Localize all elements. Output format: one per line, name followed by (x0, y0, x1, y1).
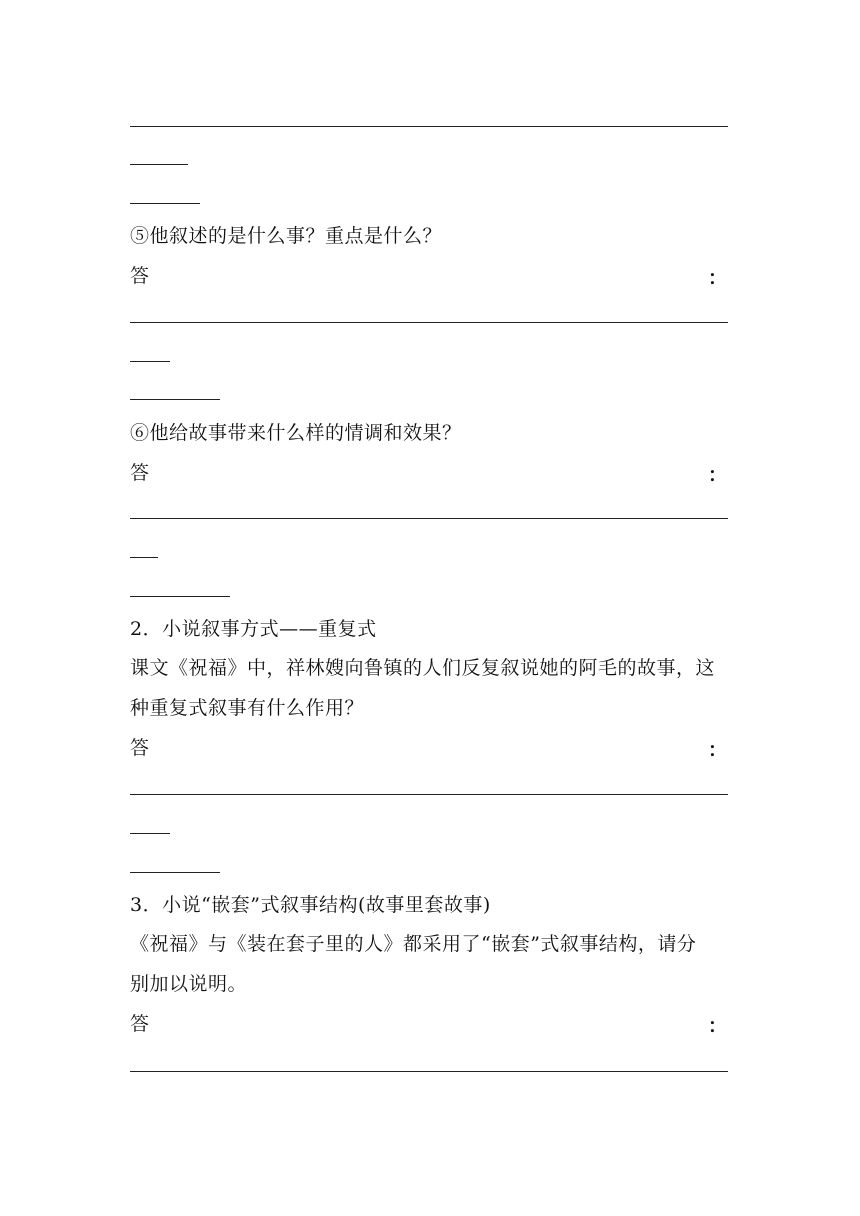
answer-line-short[interactable] (130, 361, 170, 362)
answer-label: 答 (130, 737, 150, 759)
answer-line[interactable] (130, 322, 728, 323)
question-6: ⑥他给故事带来什么样的情调和效果？ (130, 422, 462, 444)
question-5: ⑤他叙述的是什么事？重点是什么？ (130, 225, 443, 247)
answer-line-short[interactable] (130, 399, 220, 400)
answer-colon: ： (708, 464, 728, 486)
section-2-body-line-2: 种重复式叙事有什么作用？ (130, 697, 365, 719)
answer-line[interactable] (130, 794, 728, 795)
answer-line[interactable] (130, 1071, 728, 1072)
section-3-body-line-1: 《祝福》与《装在套子里的人》都采用了“嵌套”式叙事结构，请分 (130, 933, 697, 955)
answer-line-short (130, 164, 188, 165)
answer-label: 答 (130, 462, 150, 484)
answer-line-short[interactable] (130, 833, 170, 834)
answer-colon: ： (708, 739, 728, 761)
answer-label: 答 (130, 265, 150, 287)
answer-line (130, 126, 728, 127)
section-3-body-line-2: 别加以说明。 (130, 973, 248, 995)
section-3-heading: 3．小说“嵌套”式叙事结构(故事里套故事) (130, 894, 491, 916)
answer-line-short[interactable] (130, 596, 230, 597)
answer-label: 答 (130, 1013, 150, 1035)
answer-colon: ： (708, 267, 728, 289)
answer-line-short[interactable] (130, 872, 220, 873)
section-2-body-line-1: 课文《祝福》中，祥林嫂向鲁镇的人们反复叙说她的阿毛的故事，这 (130, 657, 716, 679)
answer-colon: ： (708, 1015, 728, 1037)
answer-line[interactable] (130, 518, 728, 519)
answer-line-short (130, 203, 200, 204)
section-2-heading: 2．小说叙事方式——重复式 (130, 618, 377, 640)
answer-line-short[interactable] (130, 557, 158, 558)
